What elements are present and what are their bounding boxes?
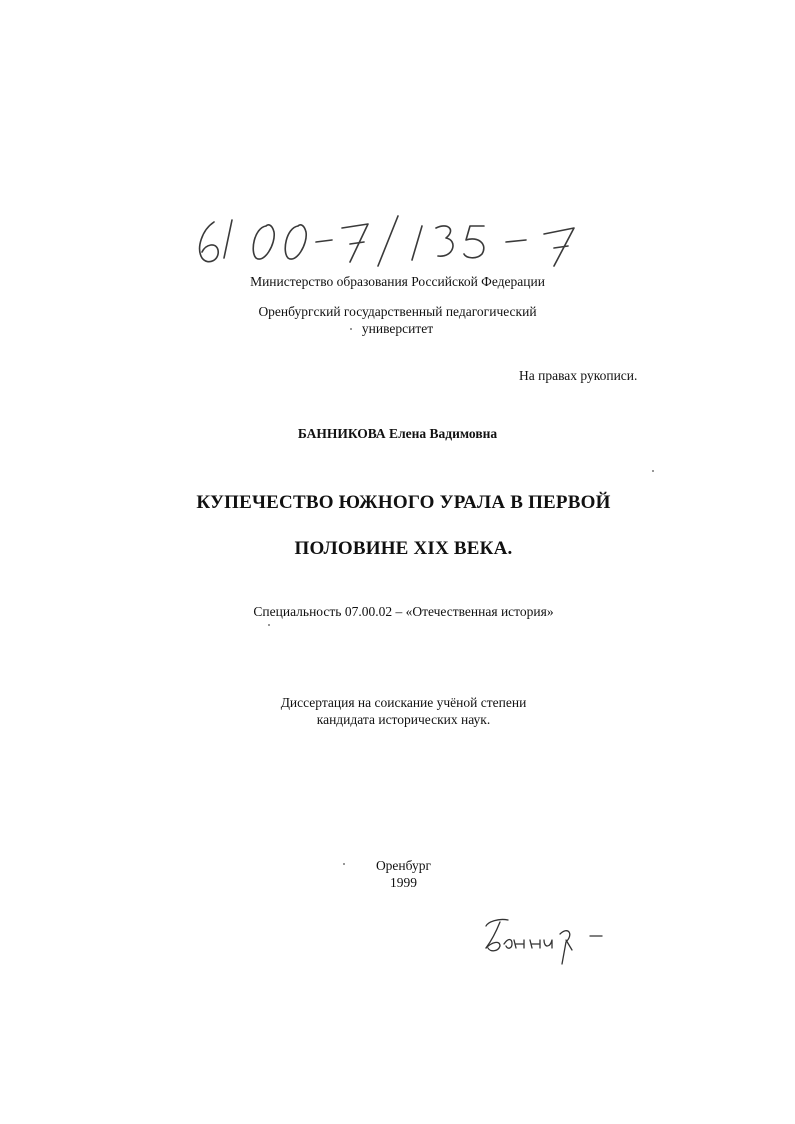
handwritten-catalog-number <box>192 208 592 272</box>
author-name: БАННИКОВА Елена Вадимовна <box>297 426 498 441</box>
specialty-line: Специальность 07.00.02 – «Отечественная история» <box>253 604 554 619</box>
university-name-line1: Оренбургский государственный педагогический <box>258 304 537 319</box>
scan-speck <box>350 328 352 330</box>
place-name: Оренбург <box>375 858 432 873</box>
manuscript-rights-note: На правах рукописи. <box>519 368 638 383</box>
ministry-name: Министерство образования Российской Федерации <box>250 274 545 289</box>
handwritten-signature <box>478 906 618 966</box>
scan-speck <box>343 863 345 865</box>
year: 1999 <box>390 875 417 890</box>
degree-line1: Диссертация на соискание учёной степени <box>280 695 527 710</box>
scan-speck <box>652 470 654 472</box>
scan-speck <box>268 624 270 626</box>
university-name-line2: университет <box>361 321 434 336</box>
degree-line2: кандидата исторических наук. <box>316 712 491 727</box>
dissertation-title-line1: КУПЕЧЕСТВО ЮЖНОГО УРАЛА В ПЕРВОЙ <box>196 492 611 513</box>
dissertation-title-line2: ПОЛОВИНЕ XIX ВЕКА. <box>294 538 513 559</box>
